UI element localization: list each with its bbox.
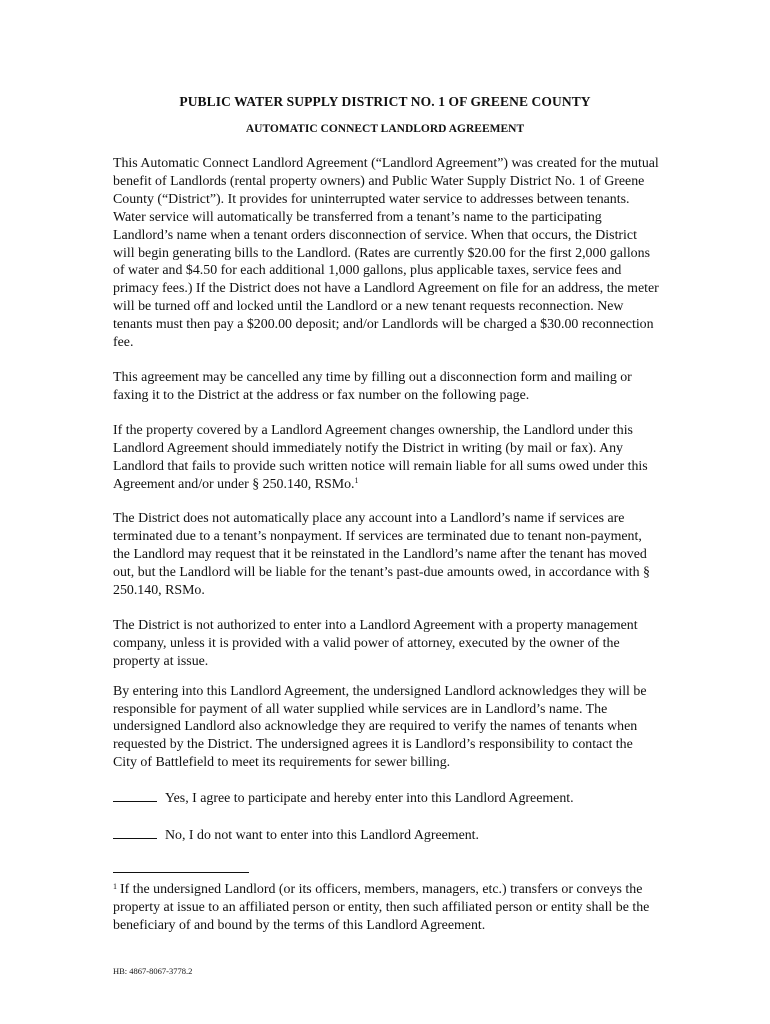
paragraph-acknowledgement: By entering into this Landlord Agreement, the undersigned Landlord acknowledges they will be responsible for payment of all water supplied while services are in Landlord’s name. The undersigned Landlord also acknowledge they are required to verify the names of tenants when requested by the District. The undersigned agrees it is Landlord’s responsibility to contact the City of Battlefield to meet its requirements for sewer billing. — [113, 683, 647, 771]
document-subtitle: AUTOMATIC CONNECT LANDLORD AGREEMENT — [245, 123, 525, 135]
footnote — [113, 878, 659, 935]
footnote-text: If the undersigned Landlord (or its officers, members, managers, etc.) transfers or conveys the property at issue to an affiliated person or entity, then such affiliated person or entity shall be the beneficiary of and bound by the terms of this Landlord Agreement. — [113, 882, 650, 933]
choice-no-label: No, I do not want to enter into this Landlord Agreement. — [165, 828, 480, 844]
yes-initial-blank[interactable] — [113, 789, 157, 802]
choice-yes — [113, 789, 659, 808]
document-title: PUBLIC WATER SUPPLY DISTRICT NO. 1 OF GREENE COUNTY — [179, 94, 591, 109]
paragraph-cancellation: This agreement may be cancelled any time by filling out a disconnection form and mailing or faxing it to the District at the address or fax number on the following page. — [113, 369, 632, 403]
document-body — [113, 155, 659, 863]
no-initial-blank[interactable] — [113, 826, 157, 839]
paragraph-ownership-change-text: If the property covered by a Landlord Agreement changes ownership, the Landlord under this Landlord Agreement should immediately notify the District in writing (by mail or fax). Any Landlord that fails to provide such written notice will remain liable for all sums owed under this Agreement and/or under § 250.140, RSMo. — [113, 422, 648, 492]
paragraph-property-management: The District is not authorized to enter into a Landlord Agreement with a property management company, unless it is provided with a valid power of attorney, executed by the owner of the property at issue. — [113, 617, 638, 669]
footnote-divider — [113, 872, 249, 873]
footnote-reference[interactable]: 1 — [354, 475, 359, 485]
choice-yes-label: Yes, I agree to participate and hereby enter into this Landlord Agreement. — [165, 791, 574, 807]
paragraph-intro: This Automatic Connect Landlord Agreement (“Landlord Agreement”) was created for the mutual benefit of Landlords (rental property owners) and Public Water Supply District No. 1 of Greene County (“District”). It provides for uninterrupted water service to addresses between tenants. Water service will automatically be transferred from a tenant’s name to the participating Landlord’s name when a tenant orders disconnection of service. When that occurs, the District will begin generating bills to the Landlord. (Rates are currently $20.00 for the first 2,000 gallons of water and $4.50 for each additional 1,000 gallons, plus applicable taxes, service fees and primacy fees.) If the District does not have a Landlord Agreement on file for an address, the meter will be turned off and locked until the Landlord or a new tenant requests reconnection. New tenants must then pay a $200.00 deposit; and/or Landlords will be charged a $30.00 reconnection fee. — [113, 156, 659, 351]
paragraph-ownership-change — [113, 422, 659, 494]
footnote-mark: 1 — [113, 882, 117, 891]
paragraph-nonpayment: The District does not automatically place any account into a Landlord’s name if services are terminated due to a tenant’s nonpayment. If services are terminated due to tenant non-payment, the Landlord may request that it be reinstated in the Landlord’s name after the tenant has moved out, but the Landlord will be liable for the tenant’s past-due amounts owed, in accordance with § 250.140, RSMo. — [113, 511, 650, 599]
choice-no — [113, 826, 659, 845]
document-id: HB: 4867-8067-3778.2 — [113, 966, 193, 976]
